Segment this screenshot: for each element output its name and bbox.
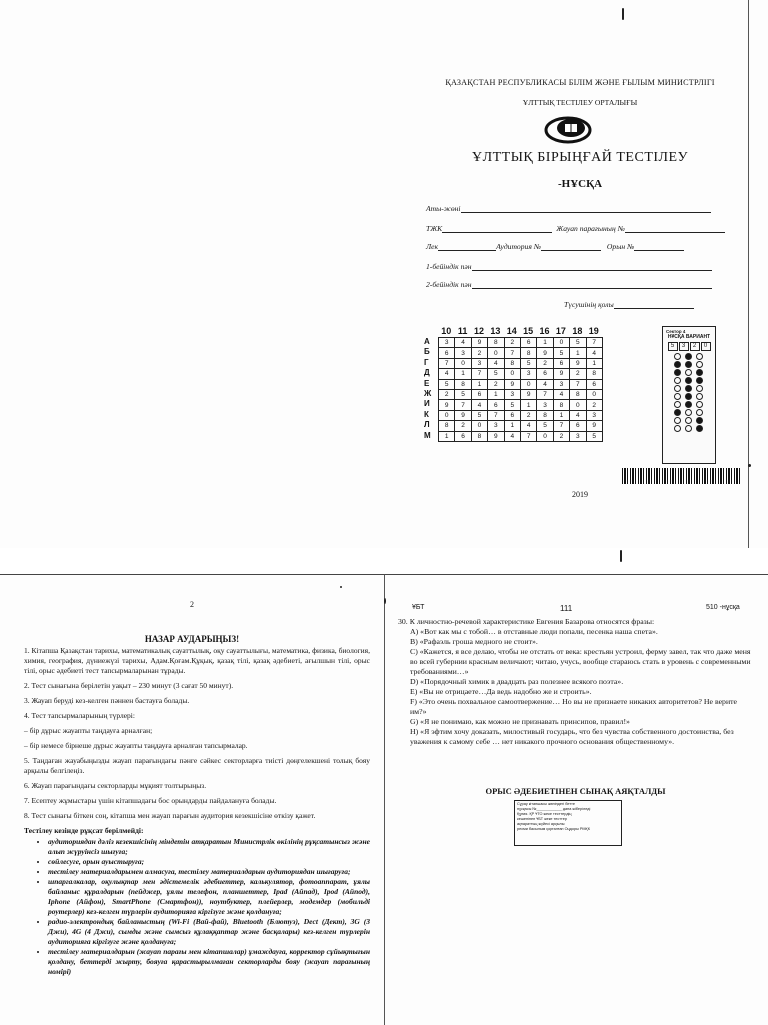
- key-cell: 2: [488, 379, 504, 389]
- lecture-field: [426, 242, 684, 251]
- key-cell: 8: [586, 369, 602, 379]
- seat-line: [634, 242, 684, 251]
- key-cell: 2: [586, 400, 602, 410]
- key-row: [439, 348, 603, 358]
- key-row-label: Б: [424, 347, 430, 357]
- key-cell: 2: [471, 348, 487, 358]
- question-text: 30. К личностно-речевой характеристике Евгения Базарова относятся фразы:: [398, 617, 655, 626]
- key-cell: 5: [455, 389, 471, 399]
- key-cell: 9: [553, 369, 569, 379]
- answer-option: H) «Я эфтим хочу доказать, милостивый государь, что без чувства собственного достоинства, без уважения к самому себе … нет никакого прочного основания общественному».: [410, 727, 734, 746]
- stamp-line: кешенінен ҰБТ жеке тесттер: [517, 817, 567, 821]
- answer-option: E) «Вы не отрицаете…Да ведь надобно же и строить».: [410, 687, 592, 696]
- omr-digit-boxes: [663, 342, 715, 351]
- key-cell: 0: [553, 338, 569, 348]
- header-page-number: 111: [560, 604, 573, 613]
- key-cell: 7: [586, 338, 602, 348]
- instruction-item: 4. Тест тапсырмаларының түрлері:: [24, 711, 135, 720]
- iin-label: ТЖК: [426, 224, 443, 233]
- key-cell: 1: [439, 431, 455, 441]
- key-cell: 8: [553, 400, 569, 410]
- instruction-items: [24, 646, 370, 821]
- key-cell: 7: [520, 431, 536, 441]
- key-column-header: 15: [523, 326, 534, 336]
- profile1-line: [472, 262, 712, 271]
- key-cell: 4: [504, 431, 520, 441]
- testing-center-name: ҰЛТТЫҚ ТЕСТІЛЕУ ОРТАЛЫҒЫ: [522, 98, 638, 107]
- omr-bubble: [685, 393, 692, 400]
- key-cell: 0: [537, 431, 553, 441]
- omr-bubble: [674, 377, 681, 384]
- ministry-name: ҚАЗАҚСТАН РЕСПУБЛИКАСЫ БІЛІМ ЖӘНЕ ҒЫЛЫМ МИНИСТРЛІГІ: [445, 78, 715, 87]
- stamp-line: ақпараттың жүйесі арқылы: [517, 822, 565, 826]
- header-variant: 510 -нұсқа: [706, 604, 740, 611]
- key-row: [439, 389, 603, 399]
- key-cell: 2: [570, 369, 586, 379]
- key-cell: 9: [504, 379, 520, 389]
- omr-digit-box: 3: [679, 342, 689, 351]
- key-cell: 7: [471, 369, 487, 379]
- key-cell: 9: [586, 421, 602, 431]
- key-cell: 5: [537, 421, 553, 431]
- key-cell: 0: [471, 421, 487, 431]
- omr-digit-box: 0: [701, 342, 711, 351]
- omr-digit-box: 5: [668, 342, 678, 351]
- key-cell: 1: [586, 358, 602, 368]
- key-cell: 2: [537, 358, 553, 368]
- key-row-label: Е: [424, 378, 430, 388]
- key-cell: 6: [586, 379, 602, 389]
- profile2-field: [426, 280, 712, 289]
- omr-bubble: [696, 353, 703, 360]
- key-cell: 7: [553, 421, 569, 431]
- rules-heading: Тестілеу кезінде рұқсат берілмейді:: [24, 826, 144, 835]
- key-cell: 1: [553, 410, 569, 420]
- key-column-header: 11: [457, 326, 468, 336]
- key-column-header: 10: [441, 326, 452, 336]
- key-row: [439, 379, 603, 389]
- omr-bubble: [685, 401, 692, 408]
- name-label: Аты-жөні: [426, 204, 461, 213]
- auditorium-label: Аудитория №: [496, 242, 541, 251]
- instruction-item: 7. Есептеу жұмыстары үшін кітапшадағы бос орындарды пайдалануға болады.: [24, 796, 277, 805]
- omr-bubble: [696, 361, 703, 368]
- rule-item: • шпаргалкалар, оқулықтар мен әдістемелік әдебиеттер, калькулятор, фотоаппарат, ұялы байланыс құралдарын (пейджер, ұялы телефон, планшеттер, Ipad (Айпад), Ipod (Айпод), Iphone (Айфон), SmartPhone (Смартфон)), ноутбуктер, плейерлер, модемдер (мобильді роутерлер) кез-келген түрлерін аудиторияға кіргізуге және қолдануға;: [48, 877, 370, 917]
- key-cell: 7: [455, 400, 471, 410]
- cover-year: 2019: [572, 490, 588, 499]
- key-cell: 8: [520, 348, 536, 358]
- omr-bubble: [685, 369, 692, 376]
- key-cell: 2: [553, 431, 569, 441]
- key-cell: 4: [553, 389, 569, 399]
- key-row-label: М: [424, 430, 431, 440]
- scan-gutter: [0, 548, 768, 574]
- key-cell: 6: [471, 389, 487, 399]
- key-row-label: Г: [424, 357, 429, 367]
- omr-bubble: [696, 417, 703, 424]
- key-cell: 5: [520, 358, 536, 368]
- key-cell: 9: [520, 389, 536, 399]
- omr-bubble: [696, 377, 703, 384]
- scan-speck: [340, 586, 342, 588]
- signature-label: Түсушінің қолы: [564, 300, 614, 309]
- omr-bubble: [696, 425, 703, 432]
- key-column-header: 16: [539, 326, 550, 336]
- answer-option: D) «Порядочный химик в двадцать раз полезнее всякого поэта».: [410, 677, 624, 686]
- answer-option: G) «Я не понимаю, как можно не признавать принсипов, правил!»: [410, 717, 630, 726]
- answer-sheet-line: [625, 224, 725, 233]
- key-cell: 2: [439, 389, 455, 399]
- key-cell: 5: [439, 379, 455, 389]
- instructions-text: [24, 646, 370, 977]
- key-cell: 6: [553, 358, 569, 368]
- key-cell: 5: [553, 348, 569, 358]
- key-cell: 8: [537, 410, 553, 420]
- omr-bubble-grid: [663, 353, 715, 432]
- key-cell: 0: [455, 358, 471, 368]
- omr-bubble: [674, 417, 681, 424]
- lecture-line: [438, 242, 496, 251]
- omr-bubble: [685, 417, 692, 424]
- security-stamp: [514, 800, 622, 846]
- key-cell: 8: [439, 421, 455, 431]
- key-cell: 9: [455, 410, 471, 420]
- omr-bubble: [696, 393, 703, 400]
- answer-key-table: [438, 337, 603, 442]
- key-cell: 5: [471, 410, 487, 420]
- key-row: [439, 410, 603, 420]
- scan-speck: [384, 598, 386, 604]
- key-cell: 8: [455, 379, 471, 389]
- key-cell: 3: [504, 389, 520, 399]
- key-cell: 1: [520, 400, 536, 410]
- test-title: ҰЛТТЫҚ БІРЫҢҒАЙ ТЕСТІЛЕУ: [472, 150, 688, 165]
- profile1-label: 1-бейіндік пән: [426, 262, 472, 271]
- answer-option: C) «Кажется, я все делаю, чтобы не отстать от века: крестьян устроил, ферму завел, так что даже меня во всей губернии красным величают; читаю, учусь, вообще стараюсь стать в уровень с современными требованиями…»: [410, 647, 751, 676]
- key-cell: 0: [439, 410, 455, 420]
- key-cell: 8: [488, 338, 504, 348]
- key-cell: 9: [439, 400, 455, 410]
- key-cell: 3: [439, 338, 455, 348]
- rule-item: • тестілеу материалдарымен алмасуға, тестілеу материалдарын аудиториядан шығаруға;: [48, 867, 370, 877]
- key-row: [439, 400, 603, 410]
- key-cell: 6: [455, 431, 471, 441]
- key-cell: 4: [520, 421, 536, 431]
- key-row-label: Ж: [424, 388, 432, 398]
- key-column-headers: [438, 326, 602, 336]
- instruction-item: 3. Жауап беруді кез-келген пәннен бастауға болады.: [24, 696, 190, 705]
- omr-bubble: [685, 425, 692, 432]
- key-cell: 3: [586, 410, 602, 420]
- omr-digit-box: 2: [690, 342, 700, 351]
- stamp-line: Сұрау кітапшасы жөніндегі бетте: [517, 802, 575, 806]
- key-cell: 4: [537, 379, 553, 389]
- key-row: [439, 421, 603, 431]
- key-cell: 3: [537, 400, 553, 410]
- profile2-line: [472, 280, 712, 289]
- rule-item: • радио-электрондық байланыстың (Wi-Fi (Вай-фай), Bluetooth (Блютуз), Dect (Дект), 3G (3 Джи), 4G (4 Джи), сымды және сымсыз құлаққаптар және басқалары) кез-келген түрлерін аудиторияға кіргізуге және қолдануға;: [48, 917, 370, 947]
- key-column-header: 19: [588, 326, 599, 336]
- key-cell: 8: [570, 389, 586, 399]
- key-cell: 0: [488, 348, 504, 358]
- instruction-item: – бір немесе бірнеше дұрыс жауапты таңдауға арналған тапсырмалар.: [24, 741, 248, 750]
- key-row: [439, 358, 603, 368]
- omr-bubble: [674, 361, 681, 368]
- key-cell: 6: [439, 348, 455, 358]
- answer-option: B) «Рафаэль гроша медного не стоит».: [410, 637, 538, 646]
- key-row: [439, 431, 603, 441]
- omr-bubble: [674, 369, 681, 376]
- key-column-header: 12: [473, 326, 484, 336]
- page-number-left: 2: [190, 600, 194, 609]
- omr-bubble: [674, 385, 681, 392]
- answer-option: F) «Это очень похвальное самоотвержение… Но вы не признаете никаких авторитетов? Не верите им?»: [410, 697, 737, 716]
- omr-bubble: [685, 377, 692, 384]
- key-column-header: 14: [506, 326, 517, 336]
- key-cell: 4: [439, 369, 455, 379]
- instruction-item: 6. Жауап парағындағы секторларды мұқият толтырыңыз.: [24, 781, 207, 790]
- omr-bubble: [674, 401, 681, 408]
- key-cell: 5: [504, 400, 520, 410]
- omr-sector-label: Сектор 4: [666, 329, 686, 334]
- end-of-test-title: ОРЫС ӘДЕБИЕТІНЕН СЫНАҚ АЯҚТАЛДЫ: [485, 786, 666, 796]
- auditorium-line: [541, 242, 601, 251]
- question-options: [398, 627, 753, 747]
- omr-bubble: [685, 409, 692, 416]
- scan-mark: [622, 8, 624, 20]
- rules-list: [24, 837, 370, 977]
- answer-option: A) «Вот как мы с тобой… в отставные люди попали, песенка наша спета».: [410, 627, 658, 636]
- key-cell: 1: [455, 369, 471, 379]
- iin-line: [442, 224, 552, 233]
- key-cell: 2: [520, 410, 536, 420]
- omr-bubble: [674, 393, 681, 400]
- stamp-line: Құпия. ҚР ҰТО жеке тесттердің: [517, 812, 572, 816]
- omr-bubble: [674, 353, 681, 360]
- key-cell: 8: [471, 431, 487, 441]
- stamp-line: нұсқасы №____________ дана жіберіледі: [517, 807, 591, 811]
- rule-item: • тестілеу материалдарын (жауап парағы мен кітапшалар) ұмаждауға, корректор сұйықтығын қолдану, беттерді жырту, бояуға қарастырылмаған секторларды бояу (жауап парағының номірі): [48, 947, 370, 977]
- key-cell: 7: [439, 358, 455, 368]
- key-cell: 6: [504, 410, 520, 420]
- barcode: [622, 468, 740, 484]
- key-cell: 4: [570, 410, 586, 420]
- omr-bubble: [674, 409, 681, 416]
- key-cell: 3: [471, 358, 487, 368]
- key-cell: 1: [471, 379, 487, 389]
- key-cell: 4: [488, 358, 504, 368]
- key-cell: 6: [520, 338, 536, 348]
- key-column-header: 17: [555, 326, 566, 336]
- instruction-item: 2. Тест сынағына берілетін уақыт – 230 минут (3 сағат 50 минут).: [24, 681, 234, 690]
- variant-label: -НҰСҚА: [557, 178, 603, 190]
- key-row-label: А: [424, 337, 430, 346]
- lecture-label: Лек: [426, 242, 439, 251]
- key-column-header: 13: [490, 326, 501, 336]
- signature-field: [564, 300, 694, 309]
- key-cell: 5: [586, 431, 602, 441]
- omr-bubble: [685, 361, 692, 368]
- answer-sheet-label: Жауап парағының №: [556, 224, 625, 233]
- key-cell: 4: [471, 400, 487, 410]
- key-row-label: И: [424, 399, 430, 409]
- answer-key-grid: [424, 337, 603, 442]
- rule-item: • сөйлесуге, орын ауыстыруға;: [48, 857, 370, 867]
- scan-mark: [620, 550, 622, 562]
- key-cell: 9: [537, 348, 553, 358]
- key-cell: 9: [471, 338, 487, 348]
- profile2-label: 2-бейіндік пән: [426, 280, 472, 289]
- key-cell: 6: [537, 369, 553, 379]
- stamp-line: ресми басылым қорғалған Оңдоры РМҚК: [517, 827, 590, 831]
- omr-bubble: [674, 425, 681, 432]
- instruction-item: – бір дұрыс жауапты таңдауға арналған;: [24, 726, 153, 735]
- signature-line: [614, 300, 694, 309]
- instruction-item: 1. Кітапша Қазақстан тарихы, математикалық сауаттылық, оқу сауаттылығы, математика, физика, биология, химия, география, дүниежүзі тарихы, Адам.Қоғам.Құқық, қазақ тілі, қазақ әдебиеті, ағылшын тілі, орыс тілі, орыс әдебиеті тест тапсырмаларынан тұрады.: [24, 646, 370, 675]
- key-cell: 3: [455, 348, 471, 358]
- key-cell: 9: [488, 431, 504, 441]
- seat-label: Орын №: [606, 242, 635, 251]
- key-cell: 0: [520, 379, 536, 389]
- instruction-item: 8. Тест сынағы біткен соң, кітапша мен жауап парағын аудитория кезекшісіне өткізу қажет.: [24, 811, 316, 820]
- rule-item: • аудиториядан дәліз кезекшісінің міндетін атқаратын Министрлік өкілінің рұқсатынсыз және алып жүруінсіз шығуға;: [48, 837, 370, 857]
- key-cell: 0: [570, 400, 586, 410]
- key-row-labels: [424, 337, 438, 442]
- testing-center-logo-icon: [543, 114, 593, 144]
- key-row: [439, 338, 603, 348]
- key-row-label: Д: [424, 368, 430, 378]
- key-cell: 5: [570, 338, 586, 348]
- key-column-header: 18: [572, 326, 583, 336]
- key-cell: 4: [455, 338, 471, 348]
- omr-bubble: [685, 385, 692, 392]
- key-cell: 6: [570, 421, 586, 431]
- key-cell: 7: [537, 389, 553, 399]
- key-cell: 2: [504, 338, 520, 348]
- iin-field: [426, 224, 725, 233]
- omr-bubble: [696, 401, 703, 408]
- key-cell: 8: [504, 358, 520, 368]
- name-line: [461, 204, 711, 213]
- key-row-label: Л: [424, 420, 430, 430]
- key-cell: 1: [504, 421, 520, 431]
- key-cell: 7: [504, 348, 520, 358]
- key-cell: 0: [504, 369, 520, 379]
- attention-heading: НАЗАР АУДАРЫҢЫЗ!: [144, 634, 240, 644]
- key-cell: 6: [488, 400, 504, 410]
- question-30: [398, 617, 753, 747]
- key-cell: 1: [570, 348, 586, 358]
- key-cell: 9: [570, 358, 586, 368]
- key-cell: 5: [488, 369, 504, 379]
- omr-bubble: [696, 385, 703, 392]
- omr-bubble: [685, 353, 692, 360]
- key-cell: 7: [488, 410, 504, 420]
- instruction-item: 5. Таңдаған жауабыңызды жауап парағындағы пәнге сәйкес секторларға тиісті дөңгелекшені толық бояу арқылы белгілеңіз.: [24, 756, 370, 775]
- key-cell: 3: [553, 379, 569, 389]
- key-cell: 7: [570, 379, 586, 389]
- key-cell: 3: [488, 421, 504, 431]
- key-cell: 2: [455, 421, 471, 431]
- header-left: ҰБТ: [412, 604, 425, 611]
- omr-bubble: [696, 369, 703, 376]
- omr-title: НҰСҚА ВАРИАНТ: [667, 334, 711, 340]
- profile1-field: [426, 262, 712, 271]
- key-cell: 4: [586, 348, 602, 358]
- key-cell: 1: [537, 338, 553, 348]
- key-row-label: К: [424, 409, 429, 419]
- omr-variant-block: [662, 326, 716, 464]
- name-field: [426, 204, 711, 213]
- omr-bubble: [696, 409, 703, 416]
- key-cell: 3: [520, 369, 536, 379]
- key-row: [439, 369, 603, 379]
- key-cell: 0: [586, 389, 602, 399]
- key-cell: 1: [488, 389, 504, 399]
- scan-speck: [748, 464, 751, 467]
- key-cell: 3: [570, 431, 586, 441]
